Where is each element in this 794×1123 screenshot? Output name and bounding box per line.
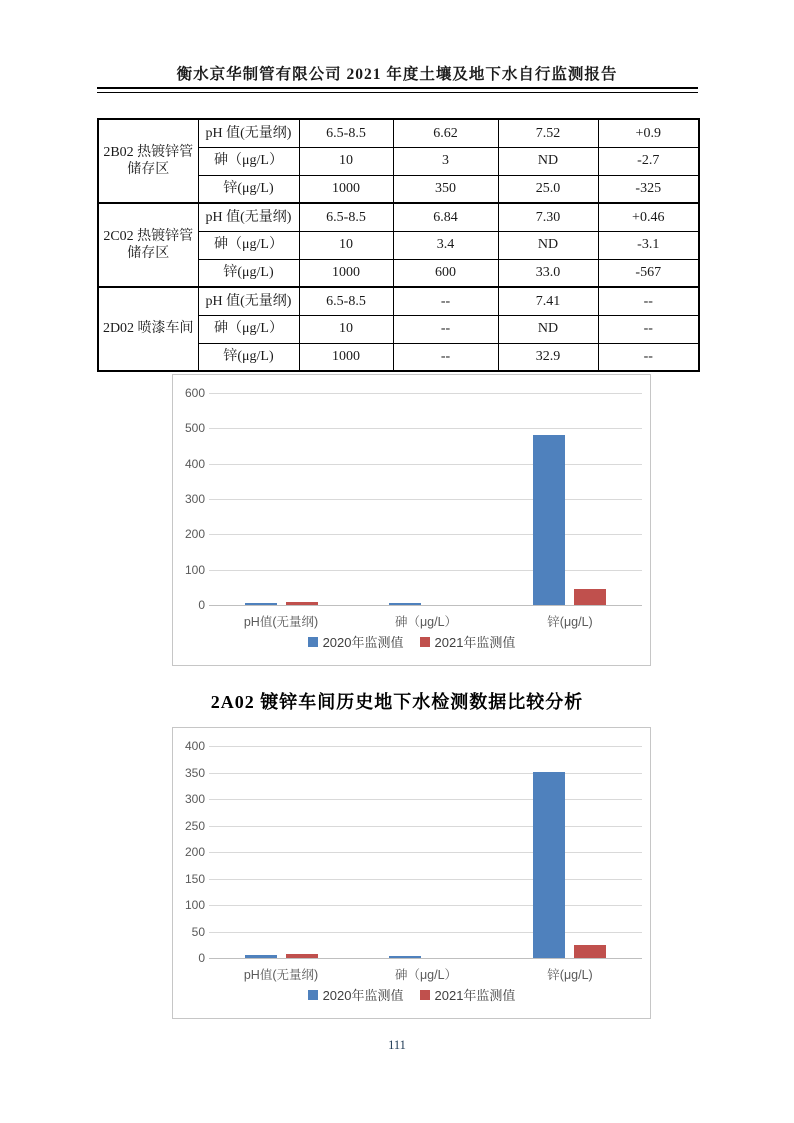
y-axis-tick-label: 200 [184,527,205,541]
gridline [209,570,642,571]
value-2020-cell: -- [393,343,498,371]
value-2021-cell: ND [498,315,598,343]
value-2020-cell: -- [393,287,498,315]
standard-value-cell: 10 [299,231,393,259]
param-cell: 锌(μg/L) [198,175,299,203]
bar-2020年监测值-锌(μg/L) [533,772,565,958]
value-2020-cell: -- [393,315,498,343]
param-cell: 砷（μg/L） [198,147,299,175]
y-axis-tick-label: 100 [184,898,205,912]
bar-2020年监测值-pH值(无量纲) [245,603,277,605]
change-value-cell: -567 [598,259,699,287]
value-2021-cell: ND [498,231,598,259]
bar-2021年监测值-pH值(无量纲) [286,602,318,605]
change-value-cell: -2.7 [598,147,699,175]
param-cell: pH 值(无量纲) [198,119,299,147]
location-cell: 2D02 喷漆车间 [98,287,198,371]
value-2021-cell: 7.52 [498,119,598,147]
bar-2021年监测值-锌(μg/L) [574,945,606,958]
gridline [209,879,642,880]
y-axis-tick-label: 200 [184,845,205,859]
standard-value-cell: 10 [299,147,393,175]
gridline [209,773,642,774]
x-axis-category-label: pH值(无量纲) [243,968,319,982]
y-axis-tick-label: 600 [184,386,205,400]
table-row [98,287,699,315]
legend-item [420,985,516,1004]
value-2021-cell: 33.0 [498,259,598,287]
gridline [209,826,642,827]
bar-2020年监测值-pH值(无量纲) [245,955,277,958]
change-value-cell: -- [598,287,699,315]
standard-value-cell: 1000 [299,175,393,203]
value-2021-cell: 25.0 [498,175,598,203]
gridline [209,499,642,500]
chart-2b02-groundwater-comparison [172,727,651,1019]
legend-label: 2021年监测值 [434,988,516,1003]
header-double-rule [97,87,698,93]
gridline [209,428,642,429]
location-cell: 2C02 热镀锌管储存区 [98,203,198,287]
x-axis-category-label: 锌(μg/L) [547,968,593,982]
legend-item [308,632,404,651]
value-2020-cell: 600 [393,259,498,287]
legend-label: 2021年监测值 [434,635,516,650]
y-axis-tick-label: 350 [184,766,205,780]
param-cell: 砷（μg/L） [198,315,299,343]
bar-2021年监测值-pH值(无量纲) [286,954,318,958]
change-value-cell: -- [598,343,699,371]
monitoring-data-table [97,118,700,372]
y-axis-tick-label: 400 [184,457,205,471]
table-row [98,203,699,231]
y-axis-tick-label: 150 [184,872,205,886]
value-2021-cell: 7.30 [498,203,598,231]
value-2020-cell: 3.4 [393,231,498,259]
x-axis-line [209,958,642,959]
table-row [98,119,699,147]
value-2020-cell: 350 [393,175,498,203]
chart-legend [173,632,650,651]
legend-item [308,985,404,1004]
legend-label: 2020年监测值 [322,988,404,1003]
bar-2021年监测值-锌(μg/L) [574,589,606,605]
y-axis-tick-label: 400 [184,739,205,753]
gridline [209,852,642,853]
y-axis-tick-label: 0 [198,951,205,965]
param-cell: 锌(μg/L) [198,343,299,371]
standard-value-cell: 6.5-8.5 [299,203,393,231]
x-axis-category-label: 锌(μg/L) [547,615,593,629]
page-number: 111 [388,1038,406,1052]
bar-2020年监测值-砷（μg/L） [389,603,421,605]
gridline [209,746,642,747]
gridline [209,534,642,535]
value-2020-cell: 3 [393,147,498,175]
y-axis-tick-label: 0 [198,598,205,612]
report-header-title: 衡水京华制管有限公司 2021 年度土壤及地下水自行监测报告 [176,66,618,83]
value-2020-cell: 6.62 [393,119,498,147]
location-cell: 2B02 热镀锌管储存区 [98,119,198,203]
standard-value-cell: 6.5-8.5 [299,287,393,315]
y-axis-tick-label: 250 [184,819,205,833]
legend-item [420,632,516,651]
gridline [209,932,642,933]
chart-legend [173,985,650,1004]
gridline [209,393,642,394]
chart-2a02-groundwater-comparison [172,374,651,666]
standard-value-cell: 1000 [299,343,393,371]
param-cell: 砷（μg/L） [198,231,299,259]
param-cell: pH 值(无量纲) [198,287,299,315]
change-value-cell: -- [598,315,699,343]
change-value-cell: +0.46 [598,203,699,231]
y-axis-tick-label: 300 [184,792,205,806]
value-2021-cell: 7.41 [498,287,598,315]
change-value-cell: +0.9 [598,119,699,147]
legend-swatch-icon [420,990,430,1000]
value-2020-cell: 6.84 [393,203,498,231]
change-value-cell: -3.1 [598,231,699,259]
standard-value-cell: 6.5-8.5 [299,119,393,147]
param-cell: 锌(μg/L) [198,259,299,287]
gridline [209,464,642,465]
bar-2020年监测值-砷（μg/L） [389,956,421,958]
legend-swatch-icon [420,637,430,647]
x-axis-line [209,605,642,606]
gridline [209,799,642,800]
gridline [209,905,642,906]
figure-title: 2A02 镀锌车间历史地下水检测数据比较分析 [210,692,584,712]
y-axis-tick-label: 50 [191,925,205,939]
y-axis-tick-label: 500 [184,421,205,435]
bar-2020年监测值-锌(μg/L) [533,435,565,605]
standard-value-cell: 1000 [299,259,393,287]
value-2021-cell: ND [498,147,598,175]
standard-value-cell: 10 [299,315,393,343]
legend-swatch-icon [308,990,318,1000]
x-axis-category-label: pH值(无量纲) [243,615,319,629]
param-cell: pH 值(无量纲) [198,203,299,231]
legend-label: 2020年监测值 [322,635,404,650]
y-axis-tick-label: 100 [184,563,205,577]
x-axis-category-label: 砷（μg/L） [394,968,458,982]
value-2021-cell: 32.9 [498,343,598,371]
legend-swatch-icon [308,637,318,647]
y-axis-tick-label: 300 [184,492,205,506]
change-value-cell: -325 [598,175,699,203]
x-axis-category-label: 砷（μg/L） [394,615,458,629]
